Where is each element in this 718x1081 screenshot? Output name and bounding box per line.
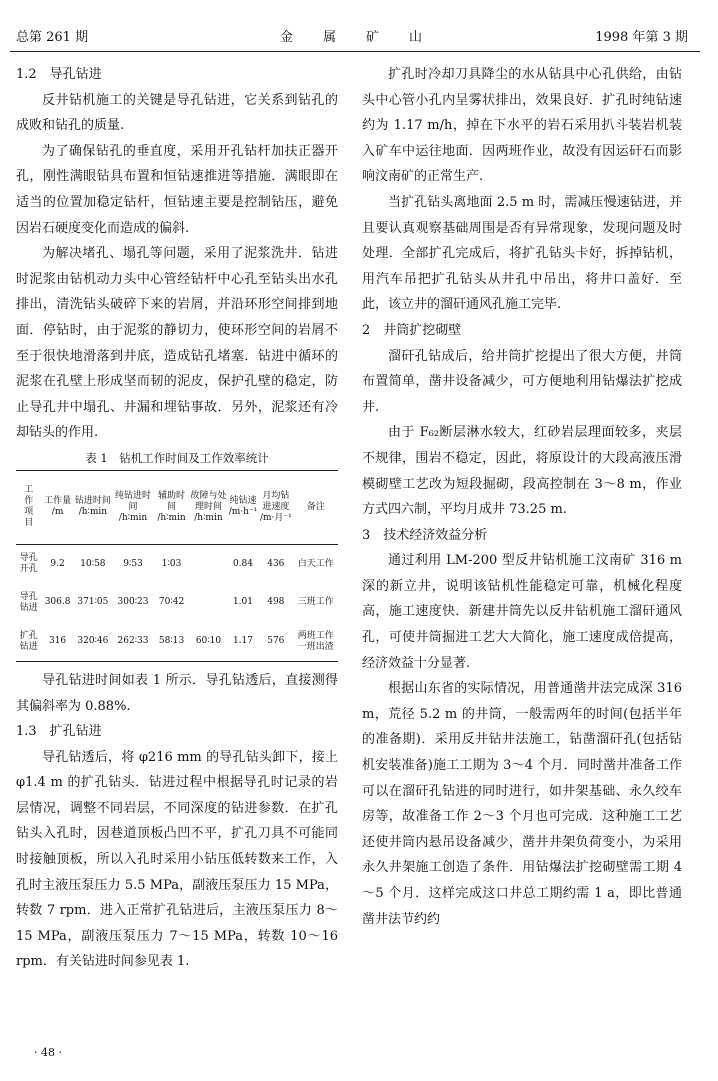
paragraph: 反井钻机施工的关键是导孔钻进，它关系到钻孔的成败和钻孔的质量. [16,92,338,134]
table-header-cell: 月均钻进速度 /m·月⁻¹ [259,490,292,523]
table-header-cell: 辅助时间 /h∶min [157,490,186,523]
table-header-cell: 工作项目 [24,485,34,529]
journal-title: 金属矿山 [280,30,453,45]
table-row [16,583,338,622]
header-rule [10,51,700,52]
issue-number: 总第 261 期 [16,30,89,45]
table-cell: 导孔钻进 [19,591,38,613]
right-column [362,62,682,932]
section-2-heading: 2 井筒扩挖砌壁 [362,322,462,338]
paragraph: 导孔钻透后，将 φ216 mm 的导孔钻头卸下，接上 φ1.4 m 的扩孔钻头．钻进过程中根据导孔时记录的岩层情况，调整不同岩层，不同深度的钻进参数．在扩孔钻头入孔时，因巷道顶板凸凹不平，扩孔刀具不可能同时接触顶板，所以入孔时采用小钻压低转数来工作，入孔时主液压泵压力 5.5 MPa，副液压泵压力 15 MPa，转数 7 rpm．进入正常扩孔钻进后，主液压泵压力 8～15 MPa，副液压泵压力 7～15 MPa，转数 10～16 rpm．有关钻进时间参见表 1. [16,749,338,970]
paragraph: 导孔钻进时间如表 1 所示．导孔钻透后，直接测得其偏斜率为 0.88%. [16,672,338,714]
table-cell: 60∶10 [195,636,222,647]
table-row [16,544,338,583]
table-cell: 262∶33 [117,636,149,647]
table-cell: 498 [267,597,285,608]
paragraph: 为解决堵孔、塌孔等问题，采用了泥浆洗井．钻进时泥浆由钻机动力头中心管经钻杆中心孔至钻头出水孔排出，清洗钻头破碎下来的岩屑，并沿环形空间排到地面．停钻时，由于泥浆的静切力，使环形空间的岩屑不至于很快地滑落到井底，造成钻孔堵塞．钻进中循环的泥浆在孔壁上形成坚而韧的泥皮，保护孔壁的稳定，防止导孔井中塌孔、井漏和埋钻事故．另外，泥浆还有冷却钻头的作用. [16,246,338,441]
table-cell: 9∶53 [123,558,143,569]
table-cell: 0.84 [232,558,253,569]
table-cell: 70∶42 [158,597,185,608]
table-cell: 300∶23 [117,597,149,608]
table-cell: 白天工作 [297,558,334,569]
table-header-cell: 工作量 /m [44,496,72,518]
paragraph: 溜矸孔钻成后，给井筒扩挖提出了很大方便，井筒布置简单，凿井设备减少，可方便地利用钻爆法扩挖成井. [362,348,682,415]
table-cell: 1.17 [232,636,253,647]
table-header-cell: 备注 [306,501,325,512]
table-header-row [16,470,338,544]
running-header [16,26,688,48]
table-caption: 表 1 钻机工作时间及工作效率统计 [85,450,269,465]
table-cell: 576 [267,636,285,647]
table-cell [189,544,227,583]
paragraph: 由于 F₆₂断层淋水较大，红砂岩层理面较多，夹层不规律，围岩不稳定，因此，将原设计的大段高液压滑模砌壁工艺改为短段掘砌，段高控制在 3～8 m，作业方式四六制，平均月成井 73.25 m. [362,425,682,518]
table-cell: 58∶13 [158,636,185,647]
table-cell: 1.01 [232,597,253,608]
table-header-cell: 故障与处理时间 /h∶min [190,490,227,523]
table-cell: 1∶03 [161,558,182,569]
table-header-cell: 纯钻进时间 /h∶min [115,490,152,523]
page-number: · 48 · [34,1046,62,1059]
table-cell: 316 [48,636,67,647]
table-cell: 9.2 [50,558,65,569]
section-1-2-heading: 1.2 导孔钻进 [16,67,102,82]
section-1-3-heading: 1.3 扩孔钻进 [16,724,102,740]
section-3-heading: 3 技术经济效益分析 [362,527,488,543]
table-header-cell: 钻进时间 /h∶min [74,496,111,518]
drilling-stats-table [16,470,338,662]
issue-date: 1998 年第 3 期 [595,30,688,45]
table-cell [189,583,227,622]
paragraph: 当扩孔钻头离地面 2.5 m 时，需减压慢速钻进，并且要认真观察基础周围是否有异常现象，发现问题及时处理．全部扩孔完成后，将扩孔钻头卡好，拆掉钻机，用汽车吊把扩孔钻头从井孔中吊出，将井口盖好．至此，该立井的溜矸通风孔施工完毕. [362,194,682,313]
paragraph: 根据山东省的实际情况，用普通凿井法完成深 316 m，荒径 5.2 m 的井筒，一般需两年的时间(包括半年的准备期)．采用反井钻井法施工，钻凿溜矸孔(包括钻机安装准备)施工工期为 3～4 个月．同时凿井准备工作可以在溜矸孔钻进的同时进行，如井架基础、永久绞车房等，故准备工作 2～3 个月也可完成．这种施工工艺还使井筒内悬吊设备减少，凿井井架负荷变小，为采用永久井架施工创造了条件．用钻爆法扩挖砌壁需工期 4～5 个月．这样完成这口井总工期约需 1 a，即比普通凿井法节约约 [362,681,682,927]
table-cell: 扩孔钻进 [19,630,38,652]
table-cell: 306.8 [44,597,71,608]
table-cell: 371∶05 [77,597,109,608]
table-cell: 导孔开孔 [19,553,38,575]
table-cell: 436 [267,558,285,569]
table-cell: 三班工作 [297,597,334,608]
table-cell: 320∶46 [77,636,109,647]
left-column [16,62,338,975]
table-row [16,622,338,661]
table-cell: 两班工作一班出渣 [297,630,334,652]
paragraph: 为了确保钻孔的垂直度，采用开孔钻杆加扶正器开孔，刚性满眼钻具布置和恒钻速推进等措施．满眼即在适当的位置加稳定钻杆，恒钻速主要是控制钻压，避免因岩石硬度变化而造成的偏斜. [16,143,338,236]
paragraph: 扩孔时冷却刀具降尘的水从钻具中心孔供给，由钻头中心管小孔内呈雾状排出，效果良好．扩孔时纯钻速约为 1.17 m/h，掉在下水平的岩石采用扒斗装岩机装入矿车中运往地面．因两班作业，故没有因运矸石而影响汶南矿的正常生产. [362,67,682,185]
table-cell: 10∶58 [80,558,106,569]
table-header-cell: 纯钻速 /m·h⁻¹ [228,496,258,518]
paragraph: 通过利用 LM-200 型反井钻机施工汶南矿 316 m 深的新立井，说明该钻机性能稳定可靠，机械化程度高，施工速度快．新建井筒先以反井钻机施工溜矸通风孔，可使井筒掘进工艺大大简化，施工速度成倍提高，经济效益十分显著. [362,553,682,671]
